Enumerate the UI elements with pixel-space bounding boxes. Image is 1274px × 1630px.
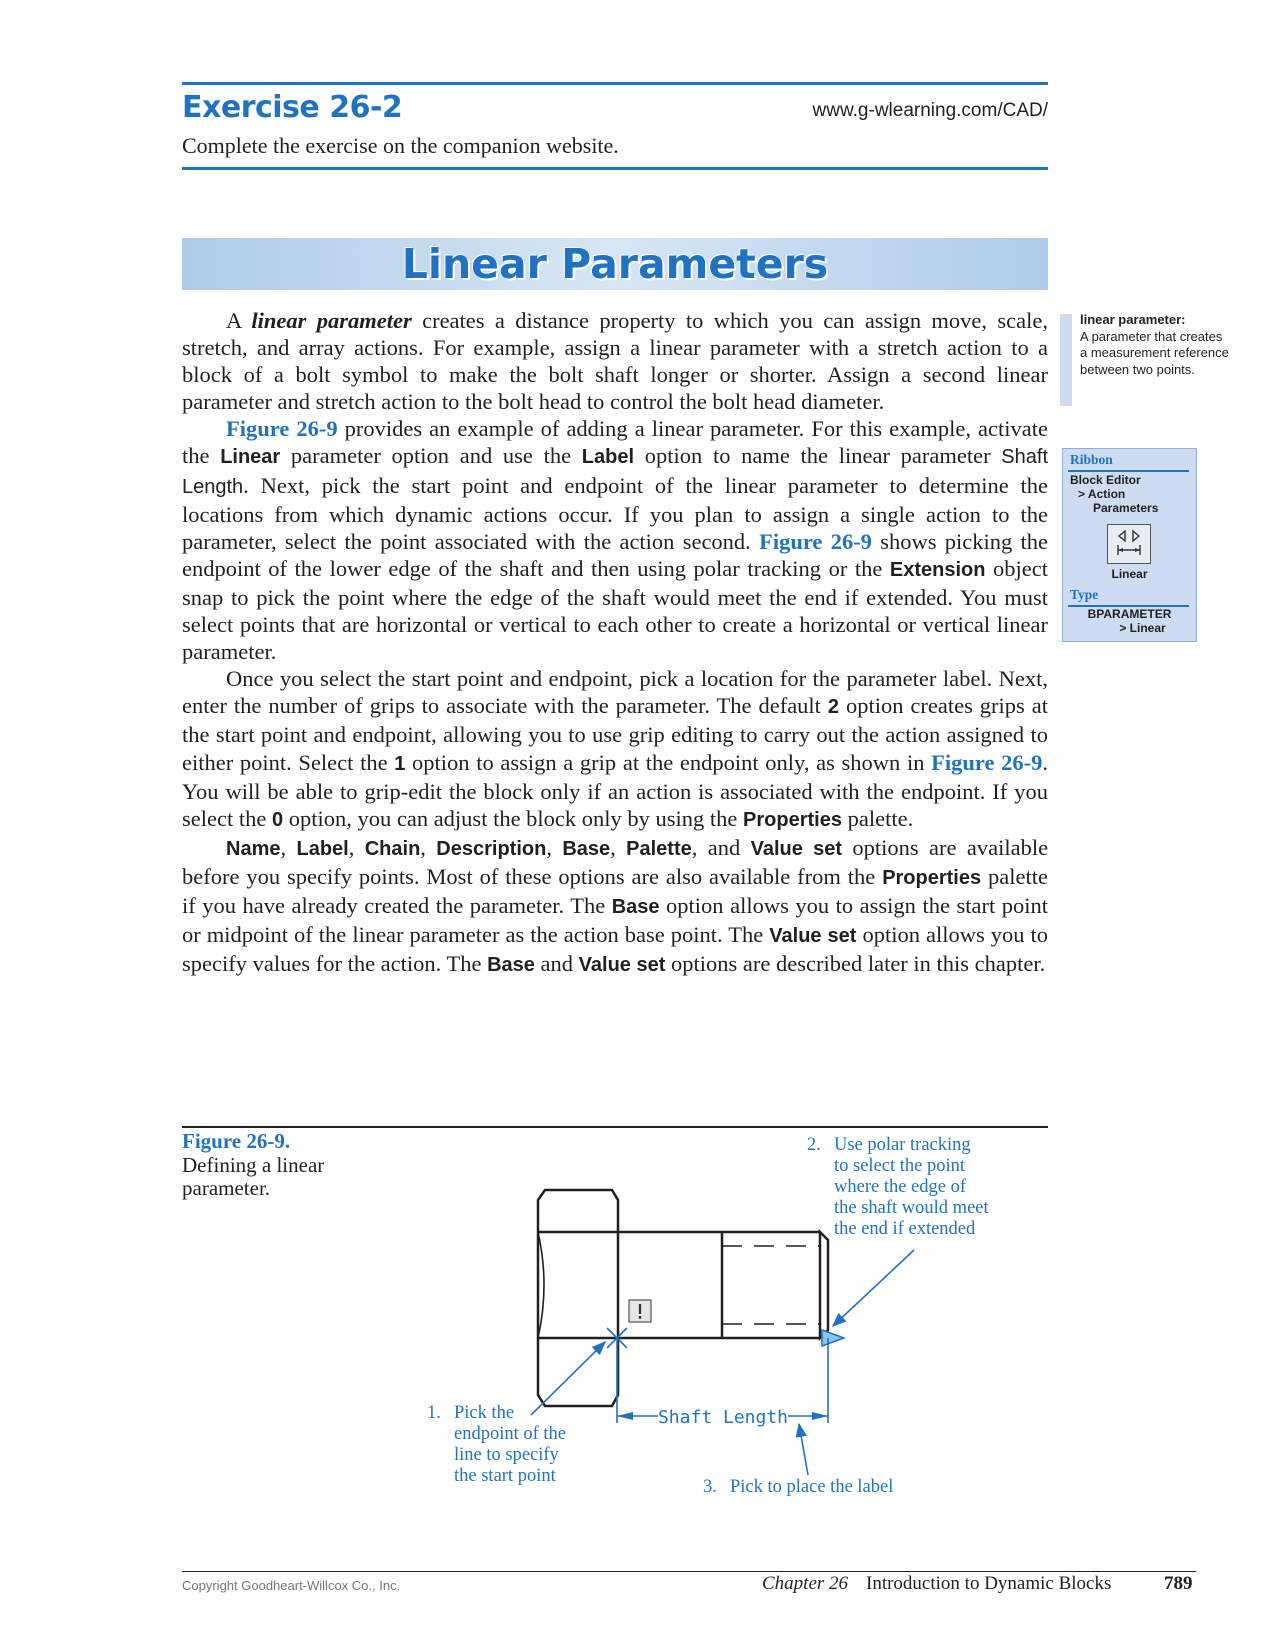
footer-chapter: Chapter 26 [762,1573,849,1594]
exercise-url[interactable]: www.g-wlearning.com/CAD/ [812,100,1048,121]
ribbon-tab: Block Editor [1070,473,1141,487]
text-run: , [546,834,563,860]
type-command: BPARAMETER [1087,607,1172,621]
callout-1 [427,1403,566,1487]
text-run: , [420,834,437,860]
text-run: option, you can adjust the block only by using the [283,805,744,831]
callout-number: 3. [703,1477,717,1497]
text-run: , [348,834,365,860]
text-run: parameter option and use the [280,443,582,469]
footer-copyright: Copyright Goodheart-Willcox Co., Inc. [182,1578,401,1593]
ui-term: Properties [882,866,982,889]
text-run: option to assign a grip at the endpoint only, as shown in [405,749,932,775]
text-run: . You will be able to grip-edit the block only if an action is associated with the endpoint. If you select the [182,749,1048,831]
callout-line: line to specify [454,1445,559,1465]
callout-line: to select the point [834,1156,966,1176]
text-run: option creates grips at the start point and endpoint, allowing you to use grip editing to carry out the action assigned to either point. Select the [182,693,1048,775]
type-heading: Type [1070,587,1099,602]
key-term: linear parameter [251,308,412,333]
text-run: option allows you to specify values for the action. The [182,922,1049,977]
ui-term: Chain [364,837,421,860]
type-option: > Linear [1119,621,1166,635]
text-run: creates a distance property to which you can assign move, scale, stretch, and array actions. For example, assign a linear parameter with a stretch action to a block of a bolt symbol to make the bolt shaft longer or shorter. Assign a second linear parameter and stretch action to the bolt head to control the bolt head diameter. [182,308,1048,415]
warning-icon [629,1300,651,1322]
entered-value: Shaft Length [182,446,1048,498]
exercise-text: Complete the exercise on the companion website. [182,133,619,158]
ui-term: Base [611,895,660,918]
ui-term: Label [581,446,635,469]
leader-3 [799,1424,808,1475]
dimension-label: Shaft Length [657,1407,789,1428]
callout-2 [807,1135,989,1240]
text-run: palette if you have already created the parameter. The [182,863,1048,918]
text-run: provides an example of adding a linear parameter. For this example, activate the [182,416,1048,469]
ui-term: Name [226,837,281,860]
figure-number: Figure 26-9. [182,1129,291,1153]
ui-term: Value set [750,837,843,860]
glossary-term: linear parameter: [1080,312,1186,327]
text-run: shows picking the endpoint of the lower edge of the shaft and then using polar tracking or the [182,528,1048,581]
text-run: options are available before you specify points. Most of these options are also available from the [182,834,1049,889]
figure-reference-link[interactable]: Figure 26-9 [931,749,1043,775]
section-title: Linear Parameters [401,240,829,288]
figure-reference-link[interactable]: Figure 26-9 [759,528,872,554]
ui-term: 0 [271,808,284,831]
callout-line: the end if extended [834,1219,976,1239]
ribbon-heading: Ribbon [1070,452,1113,467]
text-run: options are described later in this chapter. [665,951,1046,977]
ui-term: Value set [578,954,666,977]
ribbon-panel-cont: Parameters [1093,501,1159,515]
callout-line: Pick to place the label [730,1477,894,1497]
text-run: , [610,834,627,860]
ui-term: Linear [220,446,281,469]
text-run: object snap to pick the point where the edge of the shaft would meet the end if extended. You must select points that are horizontal or vertical to each other to create a horizontal or vertical linear parameter. [182,555,1048,665]
text-run: option allows you to assign the start point or midpoint of the linear parameter as the action base point. The [182,892,1048,948]
callout-line: where the edge of [834,1177,967,1197]
ui-term: Base [562,837,611,860]
ui-term: Extension [889,558,986,581]
ribbon-icon-label: Linear [1111,567,1148,581]
figure-reference-link[interactable]: Figure 26-9 [226,416,338,442]
ribbon-panel: > Action [1078,487,1126,501]
text-run: . Next, pick the start point and endpoint of the linear parameter to determine the locations from which dynamic actions occur. If you plan to assign a single action to the parameter, select the point associated with the action second. [182,472,1048,554]
text-run: A [226,308,252,333]
text-run: Once you select the start point and endpoint, pick a location for the parameter label. Next, enter the number of grips to associate with the parameter. The default [182,666,1048,719]
ui-term: Label [296,837,349,860]
bolt-head [538,1190,618,1406]
grip-marker [822,1330,844,1346]
callout-3 [703,1477,893,1498]
footer-rule [182,1571,1196,1572]
callout-line: the shaft would meet [834,1198,989,1218]
exercise-title: Exercise 26-2 [182,90,403,125]
page-number: 789 [1164,1573,1193,1594]
ui-term: Base [487,954,535,977]
leader-2 [833,1250,914,1326]
callout-number: 2. [807,1135,821,1155]
callout-line: Use polar tracking [834,1135,971,1155]
ui-term: Properties [743,808,842,831]
text-run: option to name the linear parameter [634,443,1002,469]
callout-number: 1. [427,1403,441,1423]
figure-caption-line: Defining a linear [182,1152,325,1177]
text-run: , [280,834,297,860]
ui-term: Description [436,837,547,860]
ui-term: 1 [394,752,406,775]
ui-term: 2 [827,696,840,719]
text-run: , and [691,834,751,860]
ui-term: Palette [626,837,692,860]
text-run: palette. [841,805,914,831]
callout-line: endpoint of the [454,1424,567,1444]
ui-term: Value set [769,925,857,948]
glossary-definition: A parameter that creates a measurement reference between two points. [1080,328,1229,377]
callout-line: Pick the [454,1403,515,1423]
footer-chapter-title: Introduction to Dynamic Blocks [866,1573,1112,1594]
figure-caption-line: parameter. [182,1176,271,1200]
text-run: and [534,951,579,977]
callout-line: the start point [454,1466,556,1486]
